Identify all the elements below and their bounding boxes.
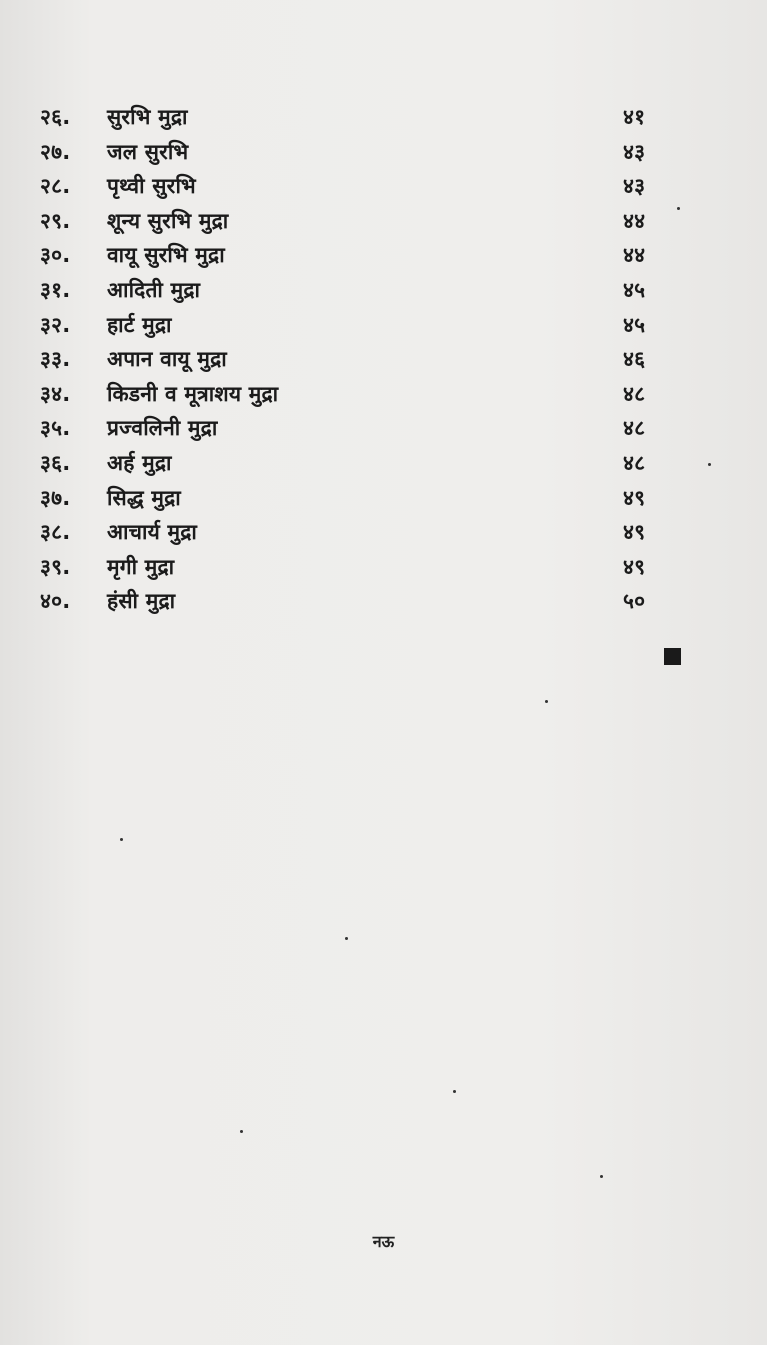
table-of-contents: [40, 103, 670, 622]
toc-row: [40, 449, 670, 484]
toc-title: अपान वायू मुद्रा: [107, 347, 227, 372]
toc-number: ३१.: [40, 277, 71, 302]
toc-page: ४८: [623, 450, 646, 475]
toc-page: ४४: [623, 243, 646, 268]
toc-number: ३३.: [40, 347, 71, 372]
toc-page: ४५: [623, 312, 646, 337]
toc-number: ३९.: [40, 554, 71, 579]
toc-number: २७.: [40, 139, 71, 164]
toc-title: हार्ट मुद्रा: [107, 312, 172, 337]
toc-row: [40, 380, 670, 415]
toc-page: ४३: [623, 174, 646, 199]
toc-page: ४९: [623, 520, 646, 545]
toc-row: [40, 103, 670, 138]
toc-title: प्रज्वलिनी मुद्रा: [107, 416, 218, 441]
toc-row: [40, 414, 670, 449]
toc-title: अर्ह मुद्रा: [107, 450, 172, 475]
toc-title: वायू सुरभि मुद्रा: [107, 243, 225, 268]
ink-speck: [677, 207, 680, 210]
ink-speck: [345, 937, 348, 940]
toc-title: किडनी व मूत्राशय मुद्रा: [107, 381, 279, 406]
toc-page: ४८: [623, 416, 646, 441]
toc-row: [40, 587, 670, 622]
toc-title: मृगी मुद्रा: [107, 554, 175, 579]
toc-title: पृथ्वी सुरभि: [107, 174, 196, 199]
toc-page: ४८: [623, 381, 646, 406]
toc-row: [40, 518, 670, 553]
toc-page: ४६: [623, 347, 646, 372]
toc-number: ३५.: [40, 416, 71, 441]
toc-number: ३०.: [40, 243, 71, 268]
toc-row: [40, 207, 670, 242]
toc-number: २८.: [40, 174, 71, 199]
toc-row: [40, 553, 670, 588]
toc-page: ४३: [623, 139, 646, 164]
toc-row: [40, 276, 670, 311]
toc-page: ५०: [623, 589, 646, 614]
toc-title: जल सुरभि: [107, 139, 189, 164]
ink-speck: [120, 838, 123, 841]
toc-number: ४०.: [40, 589, 71, 614]
toc-row: [40, 138, 670, 173]
toc-number: २६.: [40, 105, 71, 129]
ink-speck: [545, 700, 548, 703]
ink-speck: [708, 463, 711, 466]
toc-title: हंसी मुद्रा: [107, 589, 176, 614]
toc-page: ४५: [623, 277, 646, 302]
toc-title: शून्य सुरभि मुद्रा: [107, 208, 229, 233]
black-square-mark: [664, 648, 681, 665]
toc-page: ४१: [623, 105, 646, 129]
toc-page: ४९: [623, 485, 646, 510]
toc-row: [40, 241, 670, 276]
ink-speck: [240, 1130, 243, 1133]
toc-number: २९.: [40, 208, 71, 233]
toc-row: [40, 172, 670, 207]
toc-row: [40, 345, 670, 380]
toc-row: [40, 311, 670, 346]
toc-number: ३६.: [40, 450, 71, 475]
toc-page: ४९: [623, 554, 646, 579]
ink-speck: [600, 1175, 603, 1178]
page-number-footer: नऊ: [372, 1232, 395, 1251]
toc-number: ३८.: [40, 520, 71, 545]
toc-row: [40, 484, 670, 519]
toc-number: ३२.: [40, 312, 71, 337]
toc-title: आदिती मुद्रा: [107, 277, 201, 302]
toc-number: ३४.: [40, 381, 71, 406]
toc-title: सिद्ध मुद्रा: [107, 485, 181, 510]
toc-number: ३७.: [40, 485, 71, 510]
toc-title: आचार्य मुद्रा: [107, 520, 198, 545]
toc-page: ४४: [623, 208, 646, 233]
toc-title: सुरभि मुद्रा: [107, 105, 188, 129]
ink-speck: [453, 1090, 456, 1093]
